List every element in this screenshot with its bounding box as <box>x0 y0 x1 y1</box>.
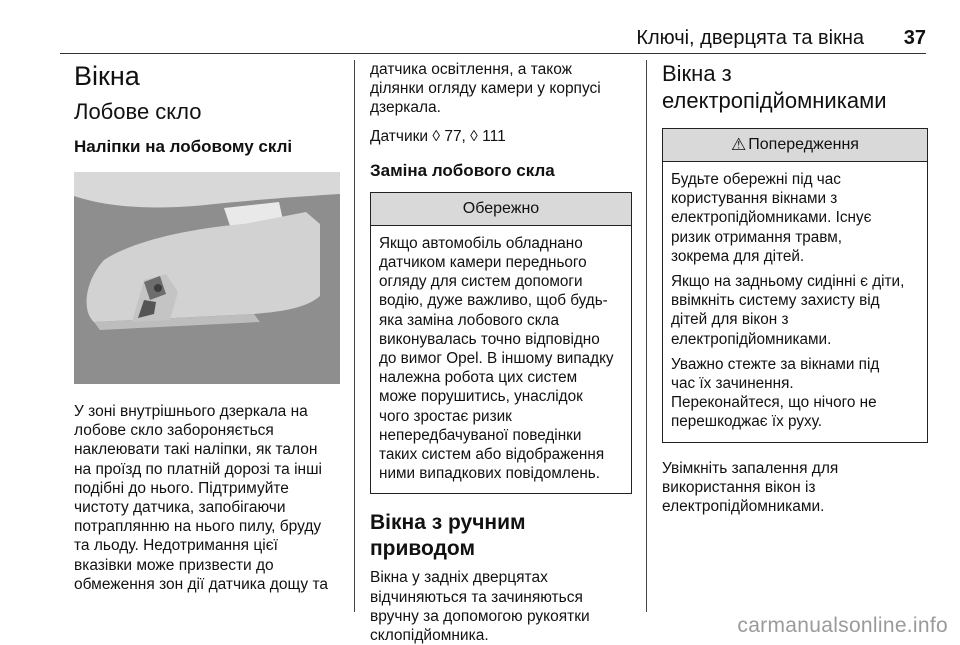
warning-title: Попередження <box>748 136 859 153</box>
column-1 <box>74 60 342 594</box>
text-line: огляду для систем допомоги <box>379 273 583 291</box>
text-line: наклеювати такі наліпки, як талон <box>74 441 318 459</box>
text-line: Будьте обережні під час <box>671 171 841 188</box>
header-title: Ключі, дверцята та вікна <box>636 27 864 49</box>
text-line: Увімкніть запалення для <box>662 459 839 477</box>
text-line: Переконайтеся, що нічого не <box>671 394 877 412</box>
text-line: ввімкніть систему захисту від <box>671 292 880 310</box>
mirror-illustration-svg <box>74 172 340 384</box>
caution-body <box>371 226 631 494</box>
text-line: дзеркала. <box>370 99 441 117</box>
page-number: 37 <box>903 27 926 49</box>
windshield-mirror-illustration <box>74 172 340 384</box>
column-divider <box>646 60 647 612</box>
text-line: чого зростає ризик <box>379 407 512 425</box>
text-line: ними випадкових повідомлень. <box>379 465 600 483</box>
text-line: потраплянню на нього пилу, бруду <box>74 518 322 536</box>
section-title: Вікна <box>74 61 140 91</box>
column-3 <box>662 60 928 516</box>
text-line: може порушитись, унаслідок <box>379 388 583 406</box>
title-line: електропідйомниками <box>662 88 887 113</box>
text-line: перешкоджає їх руху. <box>671 413 822 431</box>
caution-title: Обережно <box>371 193 631 226</box>
ignition-paragraph <box>662 459 928 517</box>
text-line: вказівки може призвести до <box>74 556 274 574</box>
subsection-title: Вікна з ручним приводом <box>370 511 526 561</box>
spacer <box>370 146 632 160</box>
subsection-title <box>662 60 928 114</box>
text-line: використання вікон із <box>662 478 816 496</box>
text-line: Вікна у задніх дверцятах <box>370 569 548 587</box>
text-line: обмеження зон дії датчика дощу та <box>74 575 328 593</box>
column-divider <box>354 60 355 612</box>
text-line: непередбачуваної поведінки <box>379 426 582 444</box>
text-line: вручну за допомогою рукоятки <box>370 607 590 625</box>
text-line: користування вікнами з <box>671 190 838 208</box>
text-line: та льоду. Недотримання цієї <box>74 537 278 555</box>
text-line: виконувалась точно відповідно <box>379 330 600 348</box>
warning-body <box>663 162 927 442</box>
site-watermark: carmanualsonline.info <box>737 614 948 637</box>
sticker-paragraph <box>74 402 342 594</box>
text-line: датчика освітлення, а також <box>370 61 573 78</box>
title-line: Вікна з <box>662 61 732 86</box>
sensors-reference: Датчики ◊ 77, ◊ 111 <box>370 127 506 145</box>
text-line: таких систем або відображення <box>379 446 605 464</box>
manual-windows-paragraph <box>370 568 632 645</box>
text-line: водію, дуже важливо, щоб будь- <box>379 292 608 310</box>
column-2 <box>370 60 632 645</box>
spacer <box>370 118 632 127</box>
text-line: час їх зачинення. <box>671 375 794 393</box>
topic-title: Наліпки на лобовому склі <box>74 137 293 156</box>
text-line: дітей для вікон з <box>671 311 789 329</box>
text-line: склопідйомника. <box>370 627 489 645</box>
text-line: У зоні внутрішнього дзеркала на <box>74 403 308 420</box>
spacer <box>662 443 928 459</box>
text-line: до вимог Opel. В іншому випадку <box>379 350 614 368</box>
text-line: зокрема для дітей. <box>671 247 805 265</box>
text-line: електропідйомниками. <box>662 498 825 516</box>
text-line: Якщо автомобіль обладнано <box>379 234 583 252</box>
caution-box <box>370 192 632 495</box>
warning-triangle-icon: ⚠ <box>731 135 747 154</box>
page-header <box>60 20 926 54</box>
topic-title: Заміна лобового скла <box>370 160 555 180</box>
text-line: відчиняються та зачиняються <box>370 588 583 606</box>
text-line: Уважно стежте за вікнами під <box>671 355 880 373</box>
spacer <box>74 384 342 402</box>
header-rule <box>60 53 926 54</box>
text-line: ділянки огляду камери у корпусі <box>370 80 601 98</box>
text-line: датчиком камери переднього <box>379 254 587 272</box>
text-line: електропідйомниками. Існує <box>671 209 872 227</box>
text-line: чистоту датчика, запобігаючи <box>74 499 286 517</box>
text-line: подібні до нього. Підтримуйте <box>74 479 289 497</box>
warning-header <box>663 129 927 162</box>
text-line: ризик отримання травм, <box>671 228 842 246</box>
text-line: на проїзд по платній дорозі та інші <box>74 460 322 478</box>
text-line: яка заміна лобового скла <box>379 311 559 329</box>
text-line: електропідйомниками. <box>671 330 832 348</box>
text-line: лобове скло забороняється <box>74 422 274 440</box>
subsection-title: Лобове скло <box>74 99 202 124</box>
text-line: належна робота цих систем <box>379 369 578 387</box>
spacer <box>370 494 632 510</box>
warning-box <box>662 128 928 443</box>
intro-paragraph <box>370 60 632 118</box>
text-line: Якщо на задньому сидінні є діти, <box>671 273 905 291</box>
